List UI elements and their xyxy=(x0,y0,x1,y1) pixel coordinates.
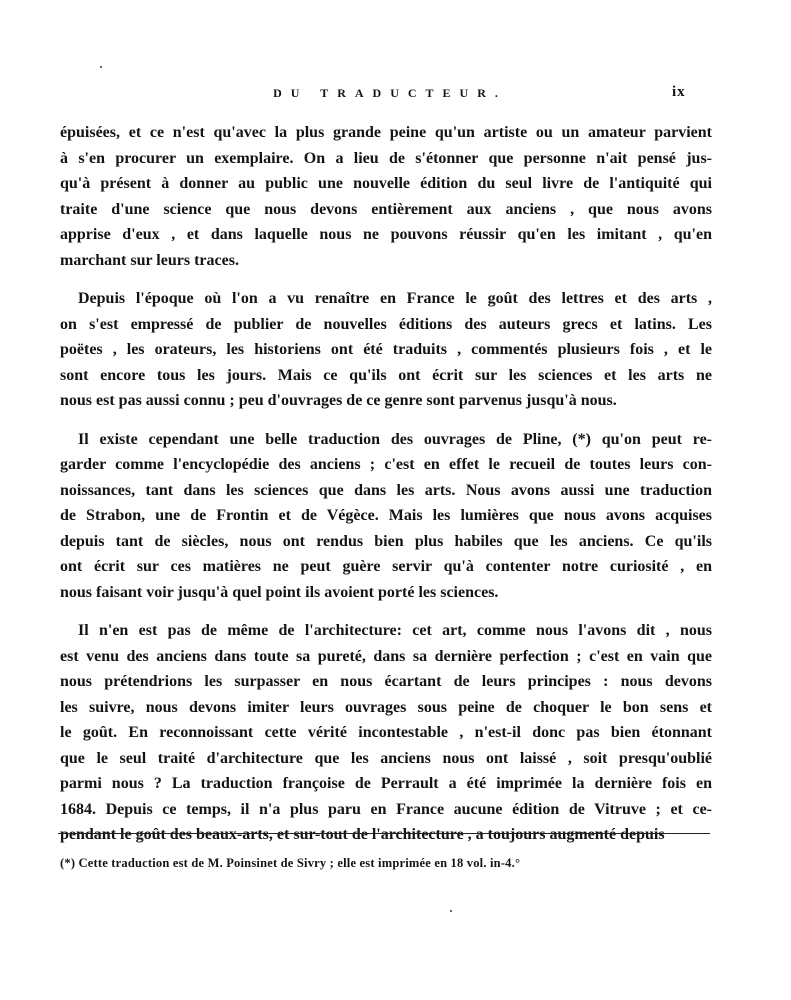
text-line: épuisées, et ce n'est qu'avec la plus grande peine qu'un artiste ou un amateur parvient xyxy=(60,124,712,141)
text-line: est venu des anciens dans toute sa pureté, dans sa dernière perfection ; c'est en vain que xyxy=(60,647,712,665)
text-line: on s'est empressé de publier de nouvelles éditions des auteurs grecs et latins. Les xyxy=(60,315,712,333)
footnote-separator-rule xyxy=(58,833,710,834)
running-title: DU TRADUCTEUR. xyxy=(273,86,507,100)
text-line: pendant le goût des beaux-arts, et sur-tout de l'architecture , a toujours augmenté depuis xyxy=(60,826,665,843)
paragraph xyxy=(60,286,712,414)
paper-speck xyxy=(100,66,102,68)
text-line: Depuis l'époque où l'on a vu renaître en France le goût des lettres et des arts , xyxy=(78,290,712,307)
text-line: nous faisant voir jusqu'à quel point ils avoient porté les sciences. xyxy=(60,583,499,601)
text-line: nous est pas aussi connu ; peu d'ouvrages de ce genre sont parvenus jusqu'à nous. xyxy=(60,392,617,409)
text-line: Il existe cependant une belle traduction des ouvrages de Pline, (*) qu'on peut re- xyxy=(78,430,712,448)
text-line: poëtes , les orateurs, les historiens ont été traduits , commentés plusieurs fois , et le xyxy=(60,341,712,358)
text-line: ont écrit sur ces matières ne peut guère servir qu'à contenter notre curiosité , en xyxy=(60,558,712,575)
text-line: de Strabon, une de Frontin et de Végèce. Mais les lumières que nous avons acquises xyxy=(60,507,712,524)
text-line: les suivre, nous devons imiter leurs ouvrages sous peine de choquer le bon sens et xyxy=(60,698,712,716)
page-number: ix xyxy=(672,84,686,100)
paragraph xyxy=(60,427,712,606)
text-line: Il n'en est pas de même de l'architecture: cet art, comme nous l'avons dit , nous xyxy=(78,622,712,639)
text-line: traite d'une science que nous devons entièrement aux anciens , que nous avons xyxy=(60,200,712,218)
text-line: qu'à présent à donner au public une nouvelle édition du seul livre de l'antiquité qui xyxy=(60,175,712,192)
text-line: sont encore tous les jours. Mais ce qu'ils ont écrit sur les sciences et les arts ne xyxy=(60,366,712,384)
text-line: garder comme l'encyclopédie des anciens ; c'est en effet le recueil de toutes leurs con- xyxy=(60,456,712,473)
text-line: depuis tant de siècles, nous ont rendus bien plus habiles que les anciens. Ce qu'ils xyxy=(60,532,712,550)
body-text xyxy=(60,120,712,861)
paper-speck xyxy=(450,910,452,912)
text-line: nous prétendrions les surpasser en nous écartant de leurs principes : nous devons xyxy=(60,673,712,690)
text-line: parmi nous ? La traduction françoise de Perrault a été imprimée la dernière fois en xyxy=(60,775,712,792)
text-line: marchant sur leurs traces. xyxy=(60,251,239,269)
text-line: noissances, tant dans les sciences que dans les arts. Nous avons aussi une traduction xyxy=(60,481,712,499)
text-line: 1684. Depuis ce temps, il n'a plus paru en France aucune édition de Vitruve ; et ce- xyxy=(60,800,712,818)
paragraph xyxy=(60,120,712,273)
footnote: (*) Cette traduction est de M. Poinsinet de Sivry ; elle est imprimée en 18 vol. in-4.° xyxy=(60,856,521,870)
text-line: le goût. En reconnoissant cette vérité incontestable , n'est-il donc pas bien étonnant xyxy=(60,724,712,741)
text-line: à s'en procurer un exemplaire. On a lieu de s'étonner que personne n'ait pensé jus- xyxy=(60,149,712,167)
text-line: apprise d'eux , et dans laquelle nous ne pouvons réussir qu'en les imitant , qu'en xyxy=(60,226,712,243)
paragraph xyxy=(60,618,712,848)
page-header xyxy=(0,86,791,110)
text-line: que le seul traité d'architecture que les anciens nous ont laissé , soit presqu'oublié xyxy=(60,749,712,767)
